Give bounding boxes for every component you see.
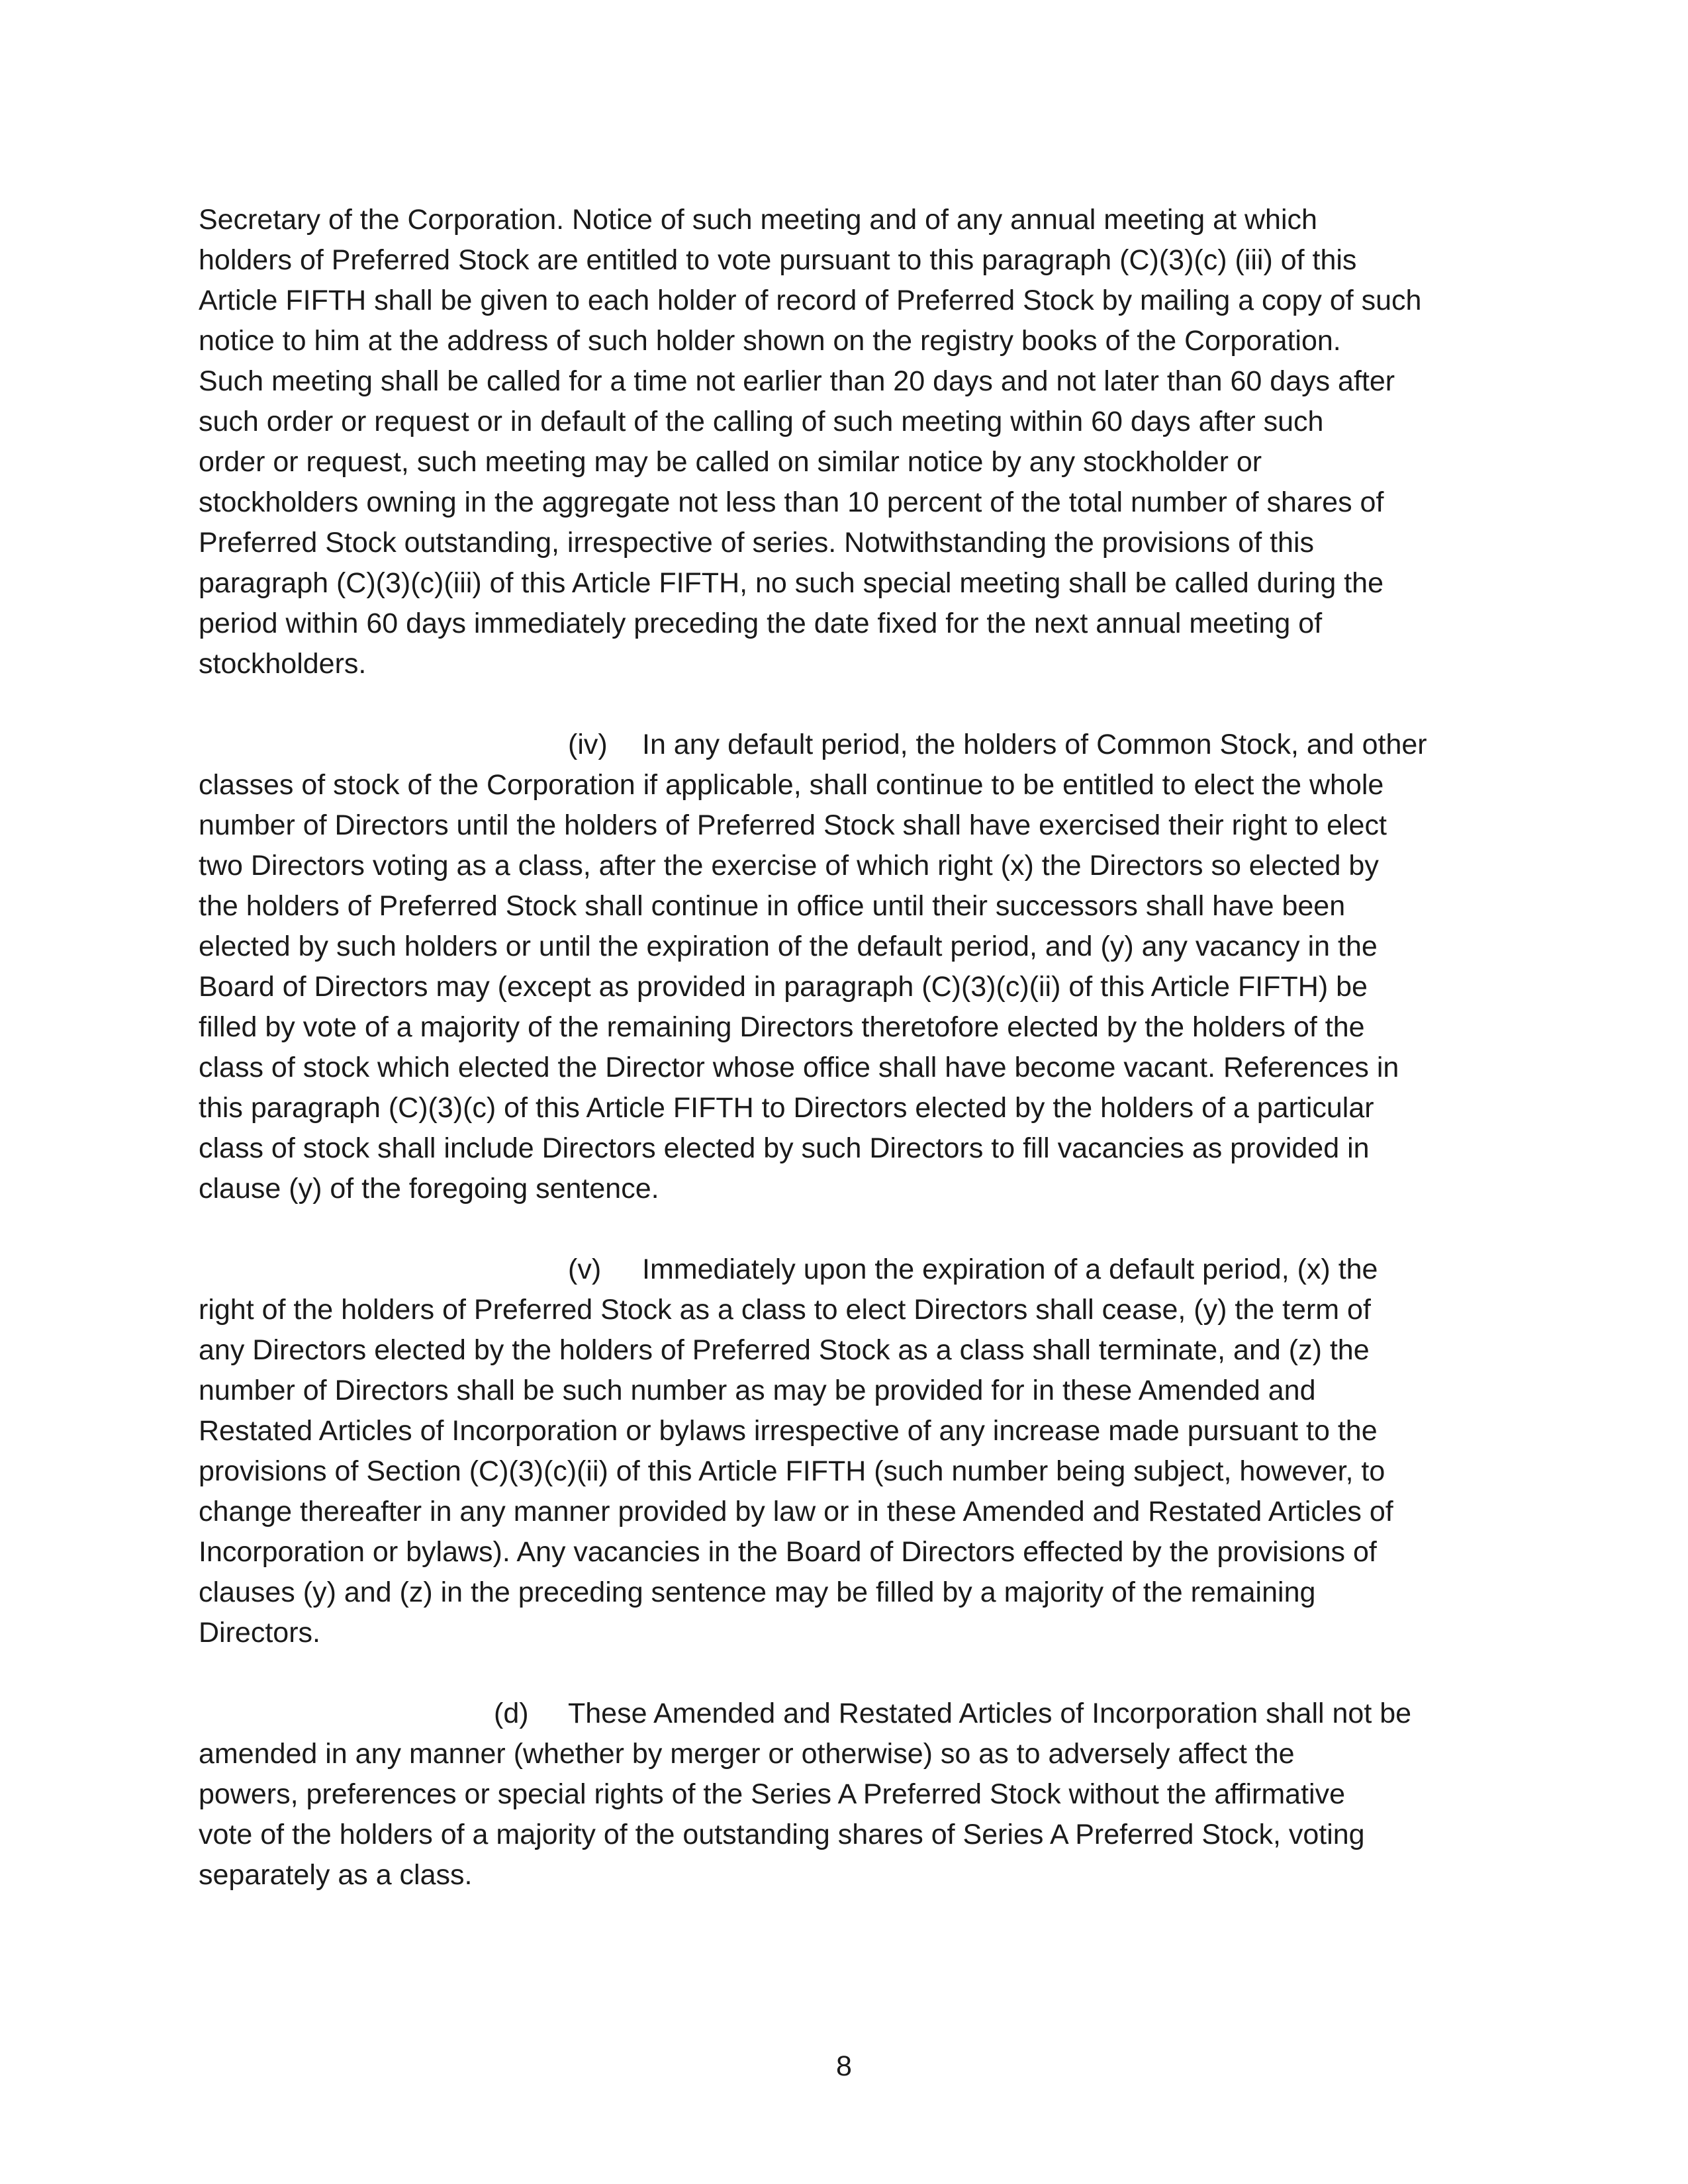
paragraph-iv-line: class of stock shall include Directors elected by such Directors to fill vacancies as provided in <box>199 1132 1370 1164</box>
paragraph-v-number: (v) <box>568 1253 602 1285</box>
paragraph-1-line: paragraph (C)(3)(c)(iii) of this Article FIFTH, no such special meeting shall be called during the <box>199 567 1384 599</box>
paragraph-1-line: notice to him at the address of such holder shown on the registry books of the Corporation. <box>199 325 1341 357</box>
paragraph-v-line: any Directors elected by the holders of Preferred Stock as a class shall terminate, and (z) the <box>199 1334 1370 1366</box>
paragraph-iv-line: class of stock which elected the Director whose office shall have become vacant. References in <box>199 1052 1399 1083</box>
paragraph-v-line: Incorporation or bylaws). Any vacancies in the Board of Directors effected by the provisions of <box>199 1536 1377 1568</box>
paragraph-d-number: (d) <box>494 1698 529 1729</box>
paragraph-d-first-line-text: These Amended and Restated Articles of Incorporation shall not be <box>568 1698 1412 1729</box>
paragraph-1-line: period within 60 days immediately preceding the date fixed for the next annual meeting of <box>199 608 1323 639</box>
paragraph-iv-first-line <box>568 725 1427 765</box>
paragraph-v-line: change thereafter in any manner provided by law or in these Amended and Restated Articles of <box>199 1496 1393 1527</box>
paragraph-iv-line: number of Directors until the holders of Preferred Stock shall have exercised their right to elect <box>199 809 1387 841</box>
paragraph-iv-line: this paragraph (C)(3)(c) of this Article FIFTH to Directors elected by the holders of a particular <box>199 1092 1374 1124</box>
paragraph-v-line: clauses (y) and (z) in the preceding sentence may be filled by a majority of the remaining <box>199 1576 1316 1608</box>
paragraph-1-line: order or request, such meeting may be called on similar notice by any stockholder or <box>199 446 1262 478</box>
paragraph-1-line: holders of Preferred Stock are entitled to vote pursuant to this paragraph (C)(3)(c) (iii) of this <box>199 244 1357 276</box>
paragraph-1-line: stockholders. <box>199 648 367 680</box>
page-number: 8 <box>836 2050 852 2082</box>
paragraph-d-first-line <box>494 1694 1411 1734</box>
paragraph-v-line: Restated Articles of Incorporation or bylaws irrespective of any increase made pursuant to the <box>199 1415 1378 1447</box>
paragraph-iv-line: elected by such holders or until the expiration of the default period, and (y) any vacancy in the <box>199 931 1378 962</box>
paragraph-iv-first-line-text: In any default period, the holders of Common Stock, and other <box>642 729 1427 760</box>
paragraph-1-line: Article FIFTH shall be given to each holder of record of Preferred Stock by mailing a copy of such <box>199 285 1422 316</box>
paragraph-d-line: powers, preferences or special rights of the Series A Preferred Stock without the affirmative <box>199 1778 1345 1810</box>
paragraph-iv-line: clause (y) of the foregoing sentence. <box>199 1173 659 1205</box>
paragraph-1-line: Such meeting shall be called for a time not earlier than 20 days and not later than 60 days after <box>199 365 1395 397</box>
paragraph-iv-line: two Directors voting as a class, after the exercise of which right (x) the Directors so elected by <box>199 850 1379 882</box>
paragraph-iv-number: (iv) <box>568 729 608 760</box>
paragraph-1-line: Preferred Stock outstanding, irrespective of series. Notwithstanding the provisions of this <box>199 527 1314 559</box>
paragraph-v-line: right of the holders of Preferred Stock as a class to elect Directors shall cease, (y) the term of <box>199 1294 1371 1326</box>
paragraph-1-line: such order or request or in default of the calling of such meeting within 60 days after such <box>199 406 1324 437</box>
paragraph-1-line: Secretary of the Corporation. Notice of such meeting and of any annual meeting at which <box>199 204 1317 236</box>
paragraph-v-line: Directors. <box>199 1617 320 1649</box>
paragraph-d-line: separately as a class. <box>199 1859 473 1891</box>
paragraph-1-line: stockholders owning in the aggregate not less than 10 percent of the total number of shares of <box>199 486 1384 518</box>
paragraph-d-line: amended in any manner (whether by merger or otherwise) so as to adversely affect the <box>199 1738 1295 1770</box>
paragraph-d-line: vote of the holders of a majority of the outstanding shares of Series A Preferred Stock, voting <box>199 1819 1365 1850</box>
paragraph-iv-line: the holders of Preferred Stock shall continue in office until their successors shall have been <box>199 890 1346 922</box>
paragraph-v-first-line-text: Immediately upon the expiration of a default period, (x) the <box>642 1253 1378 1285</box>
paragraph-iv-line: Board of Directors may (except as provided in paragraph (C)(3)(c)(ii) of this Article FIFTH) be <box>199 971 1368 1003</box>
paragraph-iv-line: filled by vote of a majority of the remaining Directors theretofore elected by the holders of the <box>199 1011 1365 1043</box>
paragraph-v-line: number of Directors shall be such number as may be provided for in these Amended and <box>199 1375 1316 1406</box>
paragraph-v-line: provisions of Section (C)(3)(c)(ii) of this Article FIFTH (such number being subject, however, to <box>199 1455 1385 1487</box>
paragraph-v-first-line <box>568 1250 1378 1290</box>
paragraph-iv-line: classes of stock of the Corporation if applicable, shall continue to be entitled to elect the whole <box>199 769 1384 801</box>
